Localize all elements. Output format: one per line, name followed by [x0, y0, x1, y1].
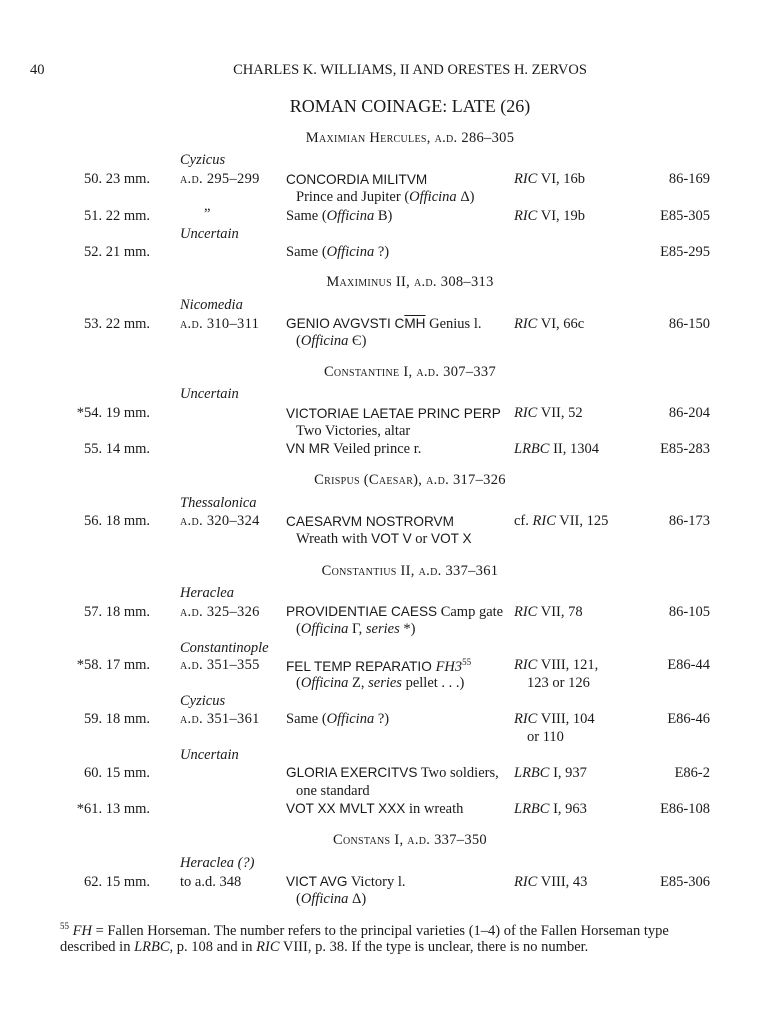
coin-description: Prince and Jupiter (Officina Δ)	[296, 189, 475, 205]
group-heading-constans: Constans I, a.d. 337–350	[333, 832, 487, 848]
coin-description: Same (Officina B)	[286, 208, 393, 224]
entry-number: 57. 18 mm.	[83, 604, 150, 620]
coin-description: Wreath with VOT V or VOT X	[296, 531, 472, 547]
reference: RIC VIII, 43	[514, 874, 588, 890]
reference: RIC VI, 16b	[514, 171, 586, 187]
inventory-number: 86-204	[668, 405, 710, 421]
inventory-number: E85-305	[660, 208, 710, 224]
inventory-number: E86-44	[667, 657, 710, 673]
inventory-number: E85-283	[660, 441, 710, 457]
coin-legend: FEL TEMP REPARATIO $FH3^{55}$	[286, 657, 472, 675]
reference: RIC VI, 19b	[514, 208, 586, 224]
mint-label: Cyzicus	[180, 693, 226, 709]
entry-number: 59. 18 mm.	[83, 711, 150, 727]
mint-label: Uncertain	[180, 747, 239, 763]
mint-label: Thessalonica	[180, 495, 257, 511]
inventory-number: 86-105	[668, 604, 710, 620]
entry-number: 60. 15 mm.	[83, 765, 150, 781]
group-heading-constantius: Constantius II, a.d. 337–361	[321, 563, 499, 579]
group-heading-crispus: Crispus (Caesar), a.d. 317–326	[314, 472, 506, 488]
page-number: 40	[30, 62, 45, 78]
entry-number: *58. 17 mm.	[76, 657, 150, 673]
coin-description: Same (Officina ?)	[286, 711, 390, 727]
mint-label: Heraclea	[180, 585, 234, 601]
ditto-mark: ”	[204, 206, 211, 222]
entry-date: a.d. 351–361	[180, 711, 260, 727]
entry-date: a.d. 310–311	[180, 316, 260, 332]
reference: cf. RIC VII, 125	[514, 513, 609, 529]
running-title: CHARLES K. WILLIAMS, II AND ORESTES H. ZERVOS	[233, 62, 587, 78]
reference: LRBC I, 963	[514, 801, 587, 817]
coin-description: (Officina Δ)	[296, 891, 367, 907]
coin-legend: GLORIA EXERCITVS Two soldiers,	[286, 765, 499, 781]
coin-legend: VICT AVG Victory l.	[286, 874, 406, 890]
coin-description: Same (Officina ?)	[286, 244, 390, 260]
reference: LRBC II, 1304	[514, 441, 599, 457]
coin-legend: VICTORIAE LAETAE PRINC PERP	[286, 406, 501, 421]
reference: RIC VII, 52	[514, 405, 583, 421]
entry-date: a.d. 320–324	[180, 513, 260, 529]
entry-number: 56. 18 mm.	[83, 513, 150, 529]
section-title: ROMAN COINAGE: LATE (26)	[289, 96, 531, 116]
coin-legend: PROVIDENTIAE CAESS Camp gate	[286, 604, 504, 620]
reference: LRBC I, 937	[514, 765, 587, 781]
entry-number: 62. 15 mm.	[83, 874, 150, 890]
entry-number: 52. 21 mm.	[83, 244, 150, 260]
mint-label: Uncertain	[180, 226, 239, 242]
inventory-number: E86-46	[667, 711, 710, 727]
footnote-marker: 55	[462, 657, 472, 667]
mint-label: Constantinople	[180, 640, 269, 656]
entry-number: 51. 22 mm.	[83, 208, 150, 224]
coin-legend: CONCORDIA MILITVM	[286, 172, 428, 187]
reference: RIC VIII, 104	[514, 711, 595, 727]
coin-description: Two Victories, altar	[296, 423, 411, 439]
reference: RIC VI, 66c	[514, 316, 585, 332]
group-heading-maximinus: Maximinus II, a.d. 308–313	[326, 274, 494, 290]
inventory-number: E85-306	[660, 874, 710, 890]
inventory-number: E86-2	[674, 765, 710, 781]
coin-description: (Officina Γ, series *)	[296, 621, 416, 637]
entry-number: *61. 13 mm.	[76, 801, 150, 817]
coin-legend: VOT XX MVLT XXX in wreath	[286, 801, 464, 817]
entry-date: a.d. 351–355	[180, 657, 260, 673]
entry-date: a.d. 295–299	[180, 171, 260, 187]
entry-number: 53. 22 mm.	[83, 316, 150, 332]
coin-legend: CAESARVM NOSTRORVM	[286, 514, 454, 529]
group-heading-maximian: Maximian Hercules, a.d. 286–305	[305, 130, 515, 146]
mint-label: Uncertain	[180, 386, 239, 402]
footnote-line-1: $^{55}$ FH = Fallen Horseman. The number refers to the principal varieties (1–4) of the Fallen Horseman type	[60, 921, 669, 939]
reference-continued: or 110	[527, 729, 564, 745]
reference: RIC VIII, 121,	[514, 657, 599, 673]
entry-date: a.d. 325–326	[180, 604, 260, 620]
coin-legend: VN MR Veiled prince r.	[286, 441, 422, 457]
entry-date: to a.d. 348	[180, 874, 242, 890]
entry-number: 50. 23 mm.	[83, 171, 150, 187]
coin-legend: GENIO AVGVSTI $C\overline{MH}$ Genius l.	[286, 316, 482, 332]
coin-description: one standard	[296, 783, 370, 799]
inventory-number: 86-173	[668, 513, 710, 529]
mint-label: Heraclea (?)	[180, 855, 255, 871]
coin-description: (Officina Z, series pellet . . .)	[296, 675, 465, 691]
coin-description: (Officina Є)	[296, 333, 367, 349]
mint-label: Nicomedia	[180, 297, 243, 313]
inventory-number: 86-169	[668, 171, 710, 187]
inventory-number: E86-108	[660, 801, 710, 817]
group-heading-constantine: Constantine I, a.d. 307–337	[323, 364, 497, 380]
inventory-number: 86-150	[668, 316, 710, 332]
reference: RIC VII, 78	[514, 604, 583, 620]
entry-number: *54. 19 mm.	[76, 405, 150, 421]
mint-label: Cyzicus	[180, 152, 226, 168]
inventory-number: E85-295	[660, 244, 710, 260]
footnote-line-2: described in LRBC, p. 108 and in RIC VIII, p. 38. If the type is unclear, there is no number.	[60, 939, 589, 955]
entry-number: 55. 14 mm.	[83, 441, 150, 457]
reference-continued: 123 or 126	[527, 675, 590, 691]
